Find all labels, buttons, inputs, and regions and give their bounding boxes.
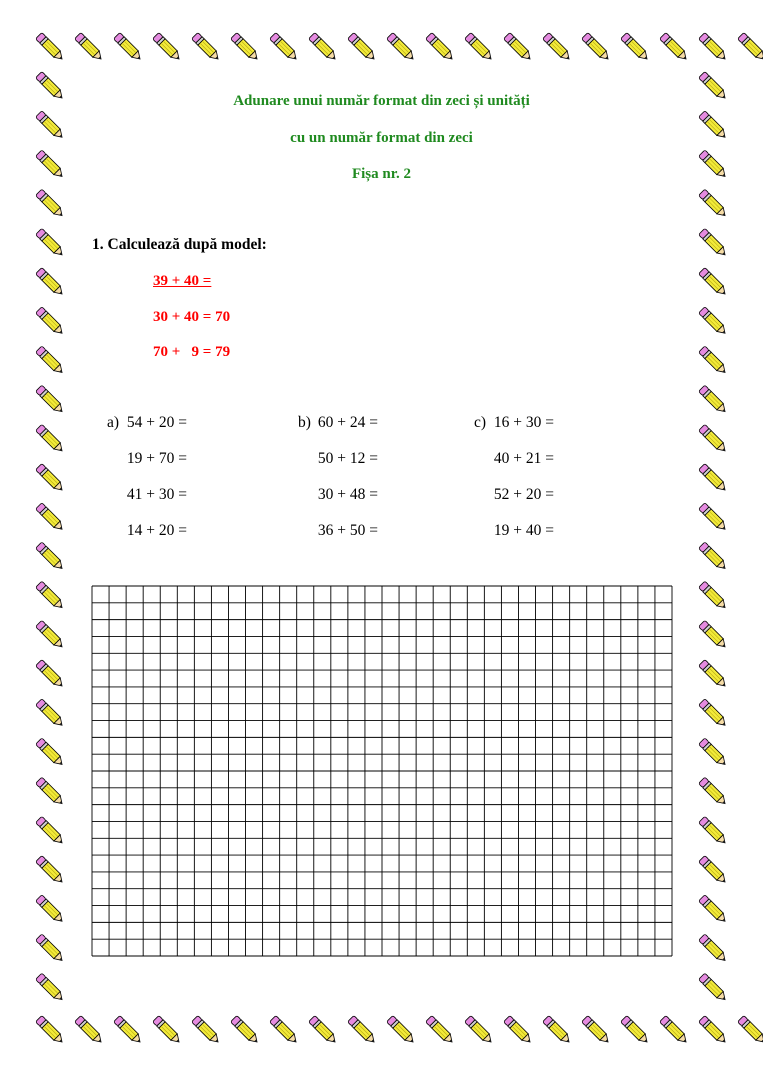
pencil-icon xyxy=(699,777,729,807)
pencil-icon xyxy=(36,268,66,298)
exercise-heading: 1. Calculează după model: xyxy=(92,236,267,253)
pencil-icon xyxy=(621,1016,651,1046)
column-label: a) xyxy=(107,414,120,431)
pencil-icon xyxy=(582,33,612,63)
pencil-icon xyxy=(738,1016,763,1046)
exercise-item: 40 + 21 = xyxy=(493,450,554,467)
pencil-icon xyxy=(699,856,729,886)
exercise-item: 41 + 30 = xyxy=(126,486,187,503)
pencil-icon xyxy=(36,660,66,690)
pencil-icon xyxy=(36,542,66,572)
pencil-icon xyxy=(699,228,729,258)
pencil-icon xyxy=(699,346,729,376)
pencil-icon xyxy=(699,934,729,964)
pencil-icon xyxy=(504,1016,534,1046)
column-label: c) xyxy=(474,414,487,431)
exercise-item: 14 + 20 = xyxy=(126,522,187,539)
pencil-icon xyxy=(36,424,66,454)
pencil-icon xyxy=(36,346,66,376)
pencil-icon xyxy=(348,1016,378,1046)
pencil-icon xyxy=(699,385,729,415)
exercise-item: b) 60 + 24 = xyxy=(298,414,378,431)
pencil-icon xyxy=(387,1016,417,1046)
pencil-icon xyxy=(36,973,66,1003)
pencil-icon xyxy=(699,699,729,729)
pencil-icon xyxy=(699,660,729,690)
pencil-icon xyxy=(660,33,690,63)
pencil-icon xyxy=(270,1016,300,1046)
exercise-item: 30 + 48 = xyxy=(317,486,378,503)
exercise-item: 36 + 50 = xyxy=(317,522,378,539)
pencil-icon xyxy=(231,1016,261,1046)
pencil-icon xyxy=(36,856,66,886)
pencil-icon xyxy=(699,542,729,572)
pencil-icon xyxy=(36,503,66,533)
pencil-icon xyxy=(699,1016,729,1046)
pencil-icon xyxy=(36,33,66,63)
model-step-2: 30 + 40 = 70 xyxy=(153,309,231,325)
pencil-icon xyxy=(426,1016,456,1046)
pencil-icon xyxy=(192,1016,222,1046)
pencil-icon xyxy=(153,1016,183,1046)
exercise-item: c) 16 + 30 = xyxy=(474,414,554,431)
column-a xyxy=(107,413,187,557)
pencil-icon xyxy=(36,777,66,807)
pencil-icon xyxy=(699,307,729,337)
pencil-icon xyxy=(192,33,222,63)
pencil-icon xyxy=(543,1016,573,1046)
pencil-icon xyxy=(543,33,573,63)
model-step-1: 39 + 40 = xyxy=(153,273,212,289)
pencil-icon xyxy=(699,738,729,768)
pencil-icon xyxy=(504,33,534,63)
pencil-icon xyxy=(660,1016,690,1046)
column-b xyxy=(298,413,378,557)
pencil-icon xyxy=(36,464,66,494)
pencil-icon xyxy=(36,189,66,219)
pencil-icon xyxy=(465,1016,495,1046)
pencil-icon xyxy=(699,620,729,650)
exercise-item: 19 + 40 = xyxy=(493,522,554,539)
pencil-icon xyxy=(114,1016,144,1046)
column-c xyxy=(474,413,554,557)
exercise-item: 50 + 12 = xyxy=(317,450,378,467)
pencil-icon xyxy=(465,33,495,63)
pencil-icon xyxy=(699,464,729,494)
pencil-icon xyxy=(36,738,66,768)
pencil-icon xyxy=(36,620,66,650)
pencil-icon xyxy=(36,307,66,337)
pencil-icon xyxy=(699,424,729,454)
pencil-icon xyxy=(36,1016,66,1046)
pencil-icon xyxy=(348,33,378,63)
column-label: b) xyxy=(298,414,311,431)
pencil-icon xyxy=(36,895,66,925)
pencil-icon xyxy=(699,816,729,846)
pencil-icon xyxy=(699,895,729,925)
exercise-item: 52 + 20 = xyxy=(493,486,554,503)
pencil-icon xyxy=(738,33,763,63)
pencil-icon xyxy=(621,33,651,63)
pencil-icon xyxy=(36,228,66,258)
pencil-icon xyxy=(75,1016,105,1046)
pencil-icon xyxy=(309,33,339,63)
model-step-3: 70 + 9 = 79 xyxy=(153,344,231,360)
pencil-icon xyxy=(426,33,456,63)
exercise-item: a) 54 + 20 = xyxy=(107,414,187,431)
pencil-icon xyxy=(699,189,729,219)
pencil-icon xyxy=(699,503,729,533)
pencil-icon xyxy=(36,385,66,415)
pencil-icon xyxy=(582,1016,612,1046)
pencil-icon xyxy=(36,816,66,846)
worksheet-subtitle: cu un număr format din zeci xyxy=(290,130,473,146)
worksheet-title: Adunare unui număr format din zeci și unități xyxy=(233,93,530,109)
pencil-icon xyxy=(699,581,729,611)
pencil-icon xyxy=(270,33,300,63)
pencil-icon xyxy=(231,33,261,63)
pencil-icon xyxy=(114,33,144,63)
writing-grid xyxy=(91,585,673,957)
pencil-icon xyxy=(309,1016,339,1046)
pencil-icon xyxy=(699,268,729,298)
worksheet-number: Fișa nr. 2 xyxy=(351,166,412,182)
pencil-icon xyxy=(36,699,66,729)
pencil-icon xyxy=(387,33,417,63)
exercise-item: 19 + 70 = xyxy=(126,450,187,467)
pencil-icon xyxy=(36,581,66,611)
pencil-icon xyxy=(699,973,729,1003)
pencil-icon xyxy=(75,33,105,63)
pencil-icon xyxy=(699,33,729,63)
pencil-icon xyxy=(36,934,66,964)
pencil-icon xyxy=(153,33,183,63)
